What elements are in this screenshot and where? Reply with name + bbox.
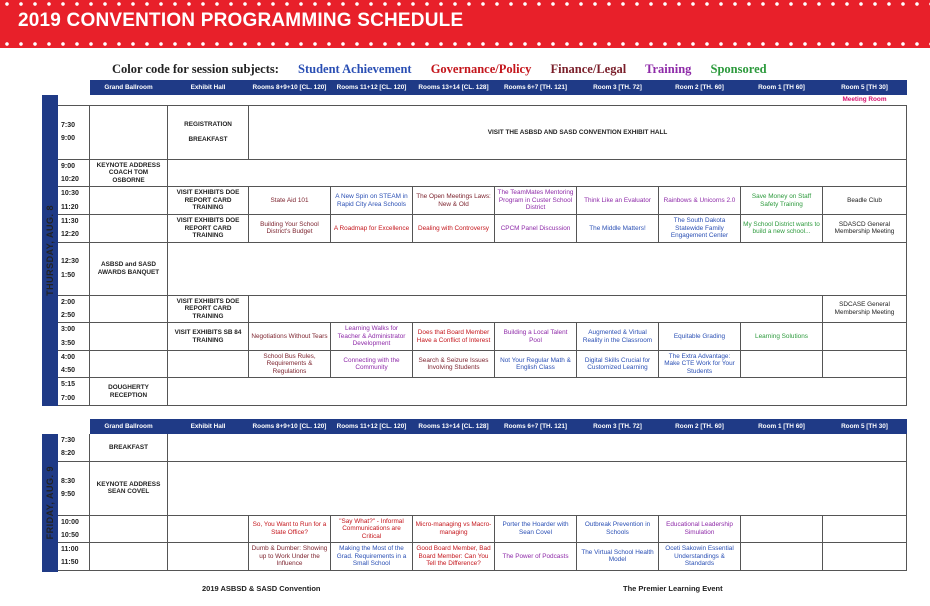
dougherty-reception-cell: DOUGHERTY RECEPTION [90,378,168,406]
session-cell: "Say What?" - Informal Communications are Critical [331,515,413,543]
empty-cell [741,543,823,571]
session-cell: A Roadmap for Excellence [331,215,413,243]
friday-schedule-table [42,419,907,572]
col-rooms-11-12: Rooms 11+12 [CL. 120] [331,81,413,95]
empty-cell [168,543,249,571]
session-cell: Search & Seizure Issues Involving Students [413,350,495,378]
session-cell: Outbreak Prevention in Schools [577,515,659,543]
legend-governance: Governance/Policy [430,62,532,76]
table-row [43,515,907,543]
session-cell: The Extra Advantage: Make CTE Work for Your Students [659,350,741,378]
session-cell: SDCASE General Membership Meeting [823,295,907,323]
color-legend [112,62,783,77]
session-cell: Save Money on Staff Safety Training [741,187,823,215]
empty-cell [90,515,168,543]
session-cell: Oceti Sakowin Essential Understandings & Standards [659,543,741,571]
session-cell: The Power of Podcasts [495,543,577,571]
footer-right: The Premier Learning Event [623,584,723,593]
empty-cell [90,295,168,323]
page-title: 2019 CONVENTION PROGRAMMING SCHEDULE [18,10,464,31]
session-cell: Learning Walks for Teacher & Administrator Development [331,323,413,351]
empty-cell [249,295,823,323]
empty-cell [823,323,907,351]
empty-cell [168,350,249,378]
session-cell: The Open Meetings Laws: New & Old [413,187,495,215]
time-cell: 7:30 8:20 [58,434,90,462]
col-grand-ballroom: Grand Ballroom [90,420,168,434]
session-cell: The South Dakota Statewide Family Engagement Center [659,215,741,243]
empty-cell [90,323,168,351]
col-rooms-6-7: Rooms 6+7 [TH. 121] [495,81,577,95]
footer-left: 2019 ASBSD & SASD Convention [202,584,321,593]
exhibit-hall-visit-cell: VISIT THE ASBSD AND SASD CONVENTION EXHIBIT HALL [249,106,907,160]
empty-cell [90,350,168,378]
time-cell: 9:00 10:20 [58,159,90,187]
col-room-2: Room 2 [TH. 60] [659,81,741,95]
thursday-schedule-table [42,80,907,406]
col-rooms-13-14: Rooms 13+14 [CL. 128] [413,420,495,434]
session-cell: Augmented & Virtual Reality in the Classroom [577,323,659,351]
col-rooms-11-12: Rooms 11+12 [CL. 120] [331,420,413,434]
empty-cell [90,106,168,160]
session-cell: Micro-managing vs Macro-managing [413,515,495,543]
session-cell: Making the Most of the Grad. Requirements in a Small School [331,543,413,571]
session-cell: Good Board Member, Bad Board Member: Can You Tell the Difference? [413,543,495,571]
session-cell: Rainbows & Unicorns 2.0 [659,187,741,215]
table-row [43,159,907,187]
empty-cell [823,543,907,571]
keynote-osborne-cell: KEYNOTE ADDRESS COACH TOM OSBORNE [90,159,168,187]
col-grand-ballroom: Grand Ballroom [90,81,168,95]
time-cell: 5:15 7:00 [58,378,90,406]
session-cell: Beadle Club [823,187,907,215]
empty-cell [90,543,168,571]
banner-dots-top [0,1,930,7]
empty-cell [823,515,907,543]
time-cell: 2:00 2:50 [58,295,90,323]
session-cell: Dealing with Controversy [413,215,495,243]
table-row [43,215,907,243]
session-cell: CPCM Panel Discussion [495,215,577,243]
spacer-cell [58,570,907,571]
table-row [43,295,907,323]
session-cell: Porter the Hoarder with Sean Covel [495,515,577,543]
table-row [43,242,907,295]
col-room-3: Room 3 [TH. 72] [577,81,659,95]
session-cell: The Middle Matters! [577,215,659,243]
time-cell: 3:00 3:50 [58,323,90,351]
legend-label: Color code for session subjects: [112,62,279,76]
friday-breakfast-cell: BREAKFAST [90,434,168,462]
table-row [43,570,907,571]
day-band-friday [43,434,58,572]
header-corner [43,81,90,95]
registration-breakfast-cell: REGISTRATION BREAKFAST [168,106,249,160]
col-room-5: Room 5 [TH 30] [823,81,907,95]
table-row [43,323,907,351]
session-cell: Equitable Grading [659,323,741,351]
empty-cell [168,515,249,543]
empty-cell [168,378,907,406]
time-cell: 4:00 4:50 [58,350,90,378]
col-room-1: Room 1 [TH 60] [741,420,823,434]
time-cell: 12:30 1:50 [58,242,90,295]
header-banner [0,0,930,48]
col-room-3: Room 3 [TH. 72] [577,420,659,434]
col-room-2: Room 2 [TH. 60] [659,420,741,434]
column-header-row [43,81,907,95]
empty-cell [823,350,907,378]
table-row [43,434,907,462]
table-row [43,350,907,378]
session-cell: Building Your School District's Budget [249,215,331,243]
legend-finance: Finance/Legal [550,62,627,76]
session-cell: Connecting with the Community [331,350,413,378]
awards-banquet-cell: ASBSD and SASD AWARDS BANQUET [90,242,168,295]
legend-training: Training [645,62,692,76]
session-cell: A New Spin on STEAM in Rapid City Area Schools [331,187,413,215]
session-cell: So, You Want to Run for a State Office? [249,515,331,543]
empty-cell [168,159,907,187]
session-cell: Does that Board Member Have a Conflict of Interest [413,323,495,351]
session-cell: Building a Local Talent Pool [495,323,577,351]
session-cell: The TeamMates Mentoring Program in Custer School District [495,187,577,215]
header-corner [43,420,90,434]
table-row [43,543,907,571]
day-label: THURSDAY, AUG. 8 [44,204,55,296]
session-cell: State Aid 101 [249,187,331,215]
col-rooms-6-7: Rooms 6+7 [TH. 121] [495,420,577,434]
exhibit-cell: VISIT EXHIBITS DOE REPORT CARD TRAINING [168,187,249,215]
time-cell: 7:30 9:00 [58,106,90,160]
table-row [43,378,907,406]
table-row [43,187,907,215]
col-room-1: Room 1 [TH 60] [741,81,823,95]
time-cell: 10:30 11:20 [58,187,90,215]
legend-sponsored: Sponsored [710,62,767,76]
session-cell: Digital Skills Crucial for Customized Learning [577,350,659,378]
empty-cell [168,242,907,295]
day-band-thursday [43,95,58,406]
table-row [43,95,907,106]
col-rooms-8-9-10: Rooms 8+9+10 [CL. 120] [249,81,331,95]
session-cell: Not Your Regular Math & English Class [495,350,577,378]
col-room-5: Room 5 [TH 30] [823,420,907,434]
meeting-room-label: Meeting Room [842,96,887,104]
session-cell: SDASCD General Membership Meeting [823,215,907,243]
legend-student-achievement: Student Achievement [298,62,412,76]
day-label: FRIDAY, AUG. 9 [44,465,55,540]
exhibit-cell: VISIT EXHIBITS DOE REPORT CARD TRAINING [168,295,249,323]
empty-cell [168,434,907,462]
empty-cell [741,350,823,378]
empty-cell [741,515,823,543]
exhibit-cell: VISIT EXHIBITS DOE REPORT CARD TRAINING [168,215,249,243]
empty-cell [168,461,907,515]
time-cell: 10:00 10:50 [58,515,90,543]
session-cell: School Bus Rules, Requirements & Regulations [249,350,331,378]
exhibit-cell: VISIT EXHIBITS SB 84 TRAINING [168,323,249,351]
table-row [43,106,907,160]
table-row [43,461,907,515]
session-cell: My School District wants to build a new school... [741,215,823,243]
column-header-row [43,420,907,434]
time-cell: 11:00 11:50 [58,543,90,571]
col-exhibit-hall: Exhibit Hall [168,420,249,434]
col-rooms-13-14: Rooms 13+14 [CL. 128] [413,81,495,95]
keynote-covel-cell: KEYNOTE ADDRESS SEAN COVEL [90,461,168,515]
session-cell: Educational Leadership Simulation [659,515,741,543]
banner-dots-bottom [0,41,930,47]
col-exhibit-hall: Exhibit Hall [168,81,249,95]
session-cell: Learning Solutions [741,323,823,351]
empty-cell [90,187,168,215]
session-cell: Think Like an Evaluator [577,187,659,215]
session-cell: Negotiations Without Tears [249,323,331,351]
col-rooms-8-9-10: Rooms 8+9+10 [CL. 120] [249,420,331,434]
empty-cell [90,215,168,243]
time-cell: 8:30 9:50 [58,461,90,515]
session-cell: Dumb & Dumber: Showing up to Work Under the Influence [249,543,331,571]
session-cell: The Virtual School Health Model [577,543,659,571]
time-cell: 11:30 12:20 [58,215,90,243]
